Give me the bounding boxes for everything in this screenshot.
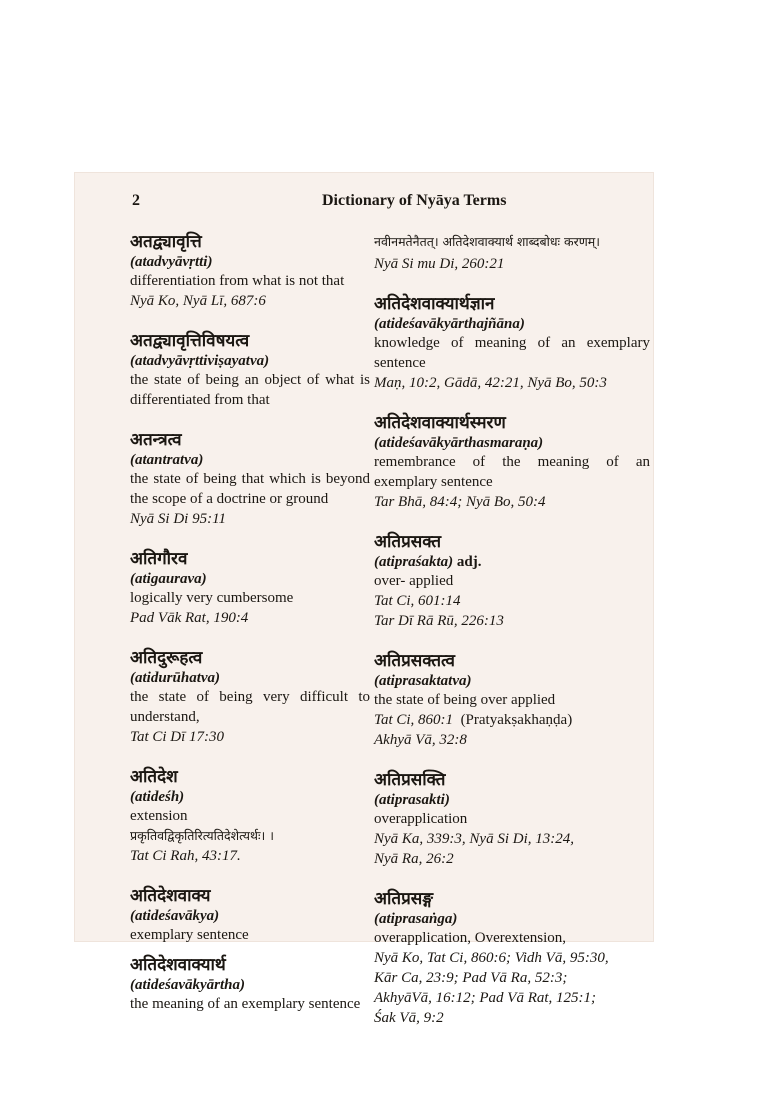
definition: the state of being very difficult to understand, [130, 689, 370, 725]
reference: AkhyāVā, 16:12; Pad Vā Rat, 125:1; [374, 990, 597, 1006]
headword: अतिदेशवाक्य [130, 886, 211, 906]
dictionary-entry [130, 549, 370, 628]
headword: अतिदेश [130, 767, 178, 787]
reference: Nyā Si mu Di, 260:21 [374, 256, 505, 272]
definition: differentiation from what is not that [130, 273, 345, 289]
dictionary-entry [374, 770, 650, 869]
definition: logically very cumbersome [130, 590, 294, 606]
transliteration: (atantratva) [130, 452, 204, 468]
definition: the meaning of an exemplary sentence [130, 996, 361, 1012]
reference: Kār Ca, 23:9; Pad Vā Ra, 52:3; [374, 970, 568, 986]
reference: Nyā Ko, Tat Ci, 860:6; Vidh Vā, 95:30, [374, 950, 609, 966]
dictionary-entry [130, 886, 370, 945]
dictionary-entry [130, 648, 370, 747]
running-title: Dictionary of Nyāya Terms [322, 192, 507, 209]
transliteration: (atiprasaṅga) [374, 911, 458, 927]
dictionary-entry [130, 331, 370, 410]
reference: Akhyā Vā, 32:8 [374, 732, 467, 748]
reference: Nyā Si Di 95:11 [130, 511, 226, 527]
page-number: 2 [132, 192, 140, 209]
reference: Tat Ci Dī 17:30 [130, 729, 225, 745]
part-of-speech: adj. [453, 554, 482, 570]
headword: अतद्व्यावृत्ति [130, 232, 202, 252]
dictionary-entry [130, 232, 370, 311]
transliteration: (atideśavākyārthasmaraṇa) [374, 435, 544, 451]
transliteration [374, 553, 650, 571]
reference-note: (Pratyakṣakhaṇḍa) [460, 712, 573, 728]
definition: the state of being that which is beyond the scope of a doctrine or ground [130, 471, 370, 507]
reference: Tat Ci, 601:14 [374, 593, 461, 609]
dictionary-entry [130, 767, 370, 866]
transliteration: (atideśavākyārthajñāna) [374, 316, 525, 332]
headword: अतिदुरूहत्व [130, 648, 203, 668]
definition: exemplary sentence [130, 927, 249, 943]
reference: Nyā Ra, 26:2 [374, 851, 454, 867]
headword: अतिप्रसक्त [374, 532, 442, 552]
reference: Nyā Ko, Nyā Lī, 687:6 [130, 293, 266, 309]
definition: the state of being an object of what is differentiated from that [130, 372, 370, 408]
transliteration: (atiprasakti) [374, 792, 450, 808]
reference: Tat Ci Rah, 43:17. [130, 848, 241, 864]
reference: Nyā Ka, 339:3, Nyā Si Di, 13:24, [374, 831, 574, 847]
dictionary-entry [130, 955, 370, 1014]
sanskrit-quotation: नवीनमतेनैतत्। अतिदेशवाक्यार्थ शाब्दबोधः करणम्। [374, 234, 600, 249]
headword: अतिदेशवाक्यार्थज्ञान [374, 294, 495, 314]
sanskrit-quotation: प्रकृतिवद्विकृतिरित्यतिदेशेत्यर्थः। । [130, 828, 274, 843]
dictionary-entry [374, 532, 650, 631]
definition: over- applied [374, 573, 454, 589]
headword: अतिप्रसक्तत्व [374, 651, 456, 671]
headword: अतिगौरव [130, 549, 188, 569]
left-column [130, 232, 370, 1034]
definition: overapplication [374, 811, 468, 827]
transliteration: (atiprasaktatva) [374, 673, 472, 689]
reference: Pad Vāk Rat, 190:4 [130, 610, 249, 626]
dictionary-entry [130, 430, 370, 529]
dictionary-entry [374, 294, 650, 393]
transliteration: (atadvyāvṛttiviṣayatva) [130, 353, 270, 369]
reference [374, 710, 650, 730]
transliteration: (atadvyāvṛtti) [130, 254, 213, 270]
transliteration: (atideśavākya) [130, 908, 220, 924]
headword: अतिदेशवाक्यार्थ [130, 955, 226, 975]
headword: अतिप्रसक्ति [374, 770, 446, 790]
definition: knowledge of meaning of an exemplary sentence [374, 335, 650, 371]
reference: Śak Vā, 9:2 [374, 1010, 444, 1026]
dictionary-entry [374, 413, 650, 512]
transliteration: (atideśavākyārtha) [130, 977, 245, 993]
headword: अतिदेशवाक्यार्थस्मरण [374, 413, 506, 433]
transliteration: (atideśh) [130, 789, 185, 805]
transliteration: (atigaurava) [130, 571, 207, 587]
dictionary-entry [374, 889, 650, 1028]
dictionary-entry [374, 651, 650, 750]
definition: extension [130, 808, 188, 824]
headword: अतिप्रसङ्ग [374, 889, 434, 909]
definition: remembrance of the meaning of an exemplary sentence [374, 454, 650, 490]
reference: Tar Dī Rā Rū, 226:13 [374, 613, 504, 629]
right-column [374, 232, 650, 1048]
reference-text: Tat Ci, 860:1 [374, 712, 454, 728]
definition: overapplication, Overextension, [374, 930, 567, 946]
continued-entry [374, 232, 650, 274]
headword: अतद्व्यावृत्तिविषयत्व [130, 331, 250, 351]
transliteration: (atidurūhatva) [130, 670, 221, 686]
definition: the state of being over applied [374, 692, 556, 708]
reference: Maṇ, 10:2, Gādā, 42:21, Nyā Bo, 50:3 [374, 375, 607, 391]
headword: अतन्त्रत्व [130, 430, 182, 450]
transliteration-text: (atipraśakta) [374, 554, 454, 570]
reference: Tar Bhā, 84:4; Nyā Bo, 50:4 [374, 494, 546, 510]
